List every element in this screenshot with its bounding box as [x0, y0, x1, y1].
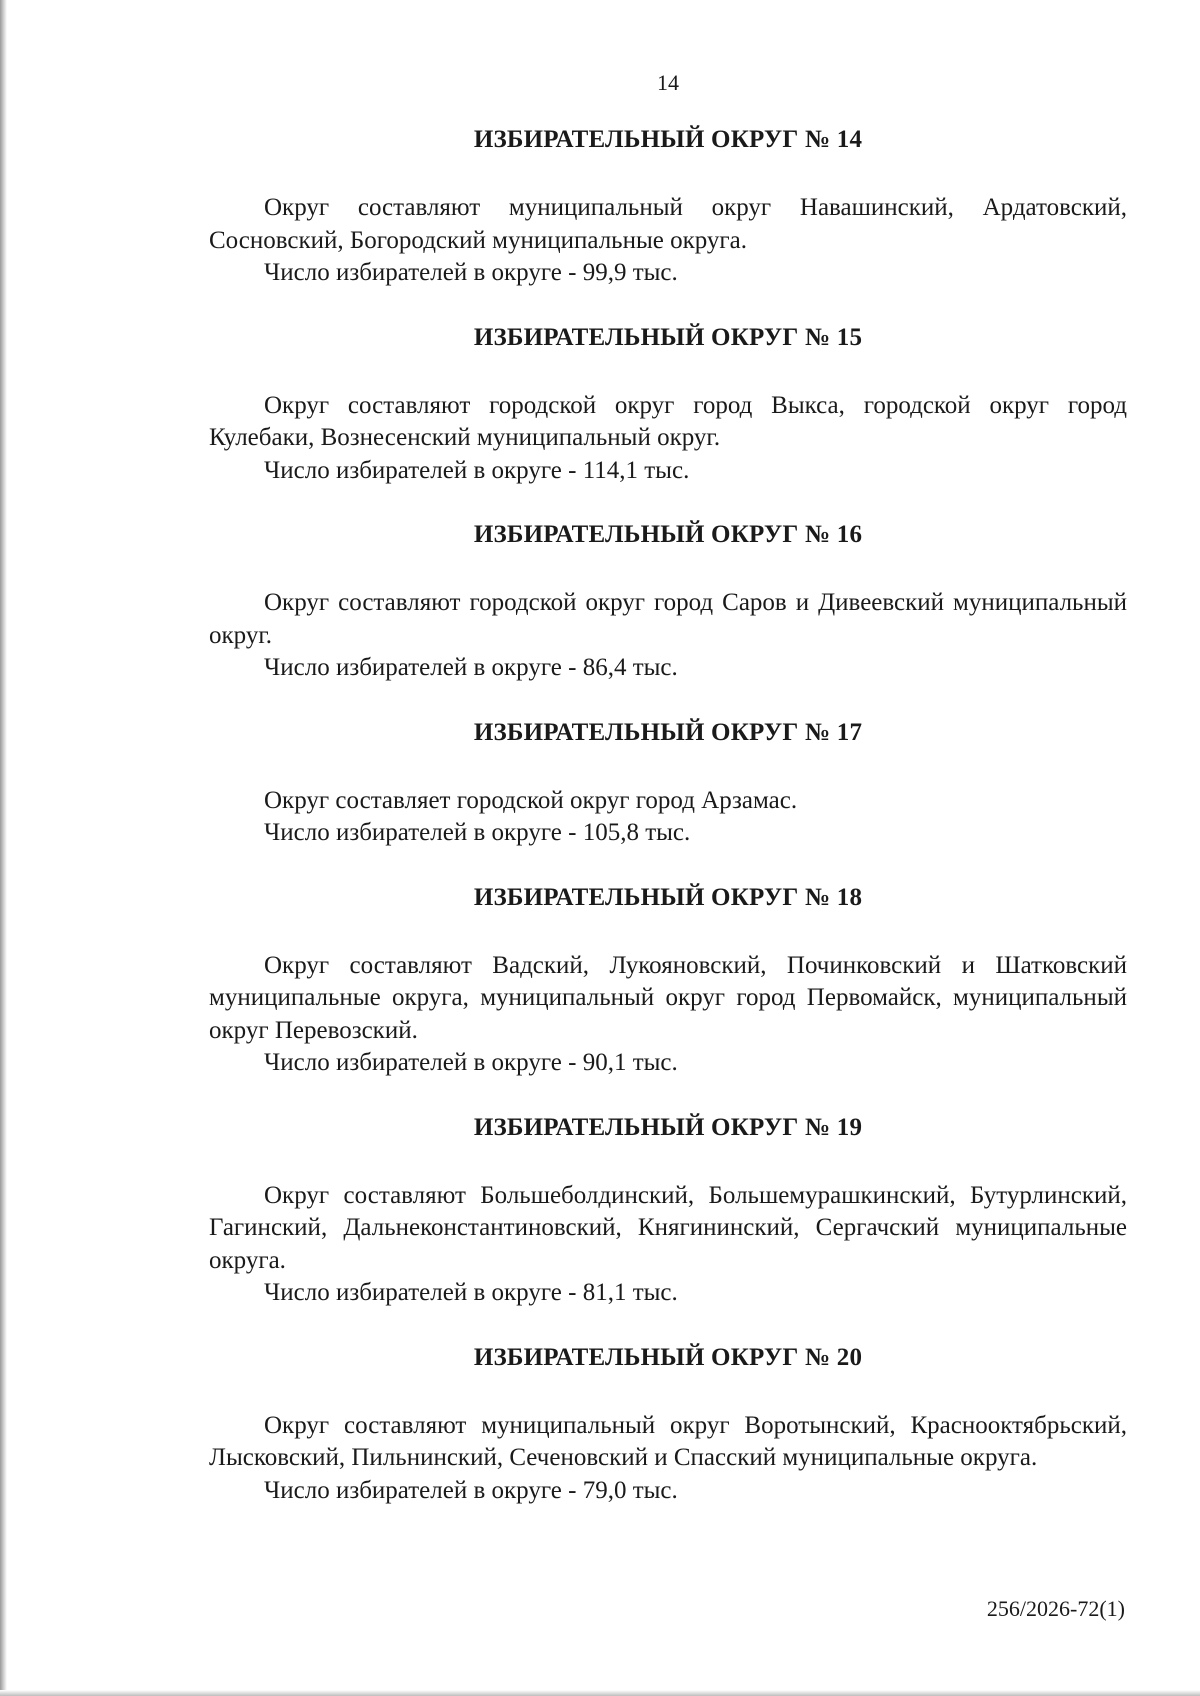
district-section-17	[209, 717, 1127, 850]
district-heading: ИЗБИРАТЕЛЬНЫЙ ОКРУГ № 15	[473, 323, 863, 351]
district-description: Округ составляет городской округ город Арзамас.	[264, 786, 798, 814]
district-section-20	[209, 1342, 1127, 1508]
district-heading: ИЗБИРАТЕЛЬНЫЙ ОКРУГ № 17	[473, 718, 863, 746]
scan-edge-bottom	[0, 1690, 1200, 1696]
district-section-14	[209, 124, 1127, 290]
district-heading: ИЗБИРАТЕЛЬНЫЙ ОКРУГ № 20	[473, 1343, 863, 1371]
district-heading: ИЗБИРАТЕЛЬНЫЙ ОКРУГ № 19	[473, 1113, 863, 1141]
district-heading: ИЗБИРАТЕЛЬНЫЙ ОКРУГ № 16	[473, 521, 863, 548]
district-description: Округ составляют Большеболдинский, Большемурашкинский, Бутурлинский, Гагинский, Дальнеконстантиновский, Княгининский, Сергачский муниципальные округа.	[209, 1181, 1127, 1274]
district-description: Округ составляют городской округ город Выкса, городской округ город Кулебаки, Вознесенский муниципальный округ.	[209, 391, 1127, 451]
document-body	[209, 124, 1127, 1507]
scan-edge-left	[0, 0, 7, 1696]
district-description: Округ составляют Вадский, Лукояновский, Починковский и Шатковский муниципальные округа, муниципальный округ город Первомайск, муниципальный округ Перевозский.	[209, 951, 1127, 1044]
district-heading: ИЗБИРАТЕЛЬНЫЙ ОКРУГ № 18	[473, 883, 863, 911]
district-section-16	[209, 519, 1127, 685]
district-description: Округ составляют муниципальный округ Воротынский, Краснооктябрьский, Лысковский, Пильнинский, Сеченовский и Спасский муниципальные округа.	[209, 1411, 1127, 1471]
district-section-19	[209, 1112, 1127, 1310]
district-voters: Число избирателей в округе - 114,1 тыс.	[264, 456, 690, 484]
district-section-18	[209, 882, 1127, 1080]
district-description: Округ составляют муниципальный округ Навашинский, Ардатовский, Сосновский, Богородский муниципальные округа.	[209, 194, 1127, 254]
district-voters: Число избирателей в округе - 81,1 тыс.	[264, 1279, 678, 1306]
district-description: Округ составляют городской округ город Саров и Дивеевский муниципальный округ.	[209, 589, 1127, 649]
district-heading: ИЗБИРАТЕЛЬНЫЙ ОКРУГ № 14	[473, 126, 863, 153]
district-voters: Число избирателей в округе - 86,4 тыс.	[264, 654, 678, 681]
document-code: 256/2026-72(1)	[986, 1596, 1125, 1621]
district-section-15	[209, 322, 1127, 488]
page-number: 14	[657, 70, 679, 95]
district-voters: Число избирателей в округе - 90,1 тыс.	[264, 1049, 678, 1076]
district-voters: Число избирателей в округе - 99,9 тыс.	[264, 259, 678, 286]
district-voters: Число избирателей в округе - 79,0 тыс.	[264, 1476, 678, 1504]
district-voters: Число избирателей в округе - 105,8 тыс.	[264, 819, 691, 846]
